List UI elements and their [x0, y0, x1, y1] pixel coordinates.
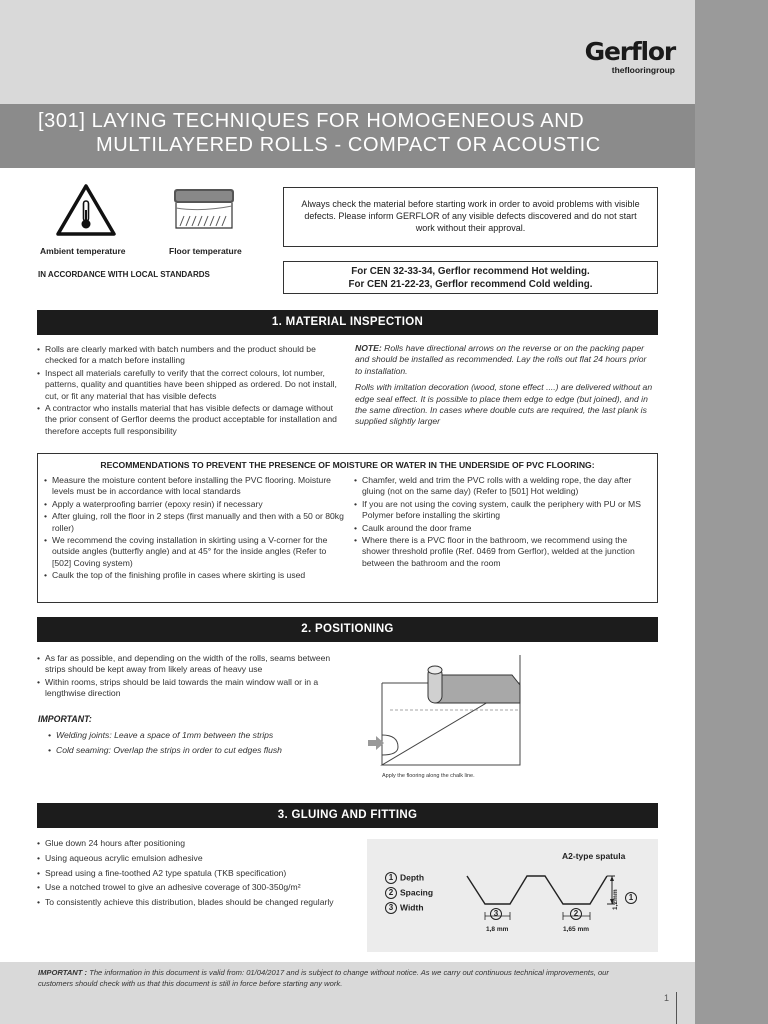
legend-number: 2	[570, 908, 582, 920]
list-item: • Glue down 24 hours after positioning	[37, 838, 337, 849]
list-item: • If you are not using the coving system, caulk the periphery with PU or MS Polymer before installing the skirting	[354, 499, 652, 522]
check-material-notice	[283, 187, 658, 247]
standards-note: IN ACCORDANCE WITH LOCAL STANDARDS	[38, 270, 210, 279]
important-label: IMPORTANT:	[38, 714, 92, 724]
list-item: • Measure the moisture content before installing the PVC flooring. Moisture levels must be in accordance with local standards	[44, 475, 344, 498]
legend-label: Spacing	[400, 887, 434, 898]
list-item: • Using aqueous acrylic emulsion adhesive	[37, 853, 337, 864]
list-item: • Spread using a fine-toothed A2 type spatula (TKB specification)	[37, 868, 337, 879]
legend-number: 2	[385, 887, 397, 899]
footer-label: IMPORTANT :	[38, 968, 88, 977]
legend-label: Width	[400, 902, 424, 913]
legend-spacing	[385, 887, 433, 899]
list-item: • To consistently achieve this distribution, blades should be changed regularly	[37, 897, 337, 908]
check-material-text: Always check the material before starting work in order to avoid problems with visible defects. Please inform GERFLOR of any visible defects discovered and do not start work without their approval.	[301, 199, 640, 233]
footer-disclaimer	[38, 968, 638, 989]
list-item: • Within rooms, strips should be laid towards the main window wall or in a lengthwise direction	[37, 677, 342, 700]
list-item: • Caulk around the door frame	[354, 523, 652, 534]
list-item: • Caulk the top of the finishing profile in cases where skirting is used	[44, 570, 344, 581]
legend-number: 1	[625, 892, 637, 904]
legend-depth	[385, 872, 424, 884]
list-item: • We recommend the coving installation in skirting using a V-corner for the outside angles (butterfly angle) and at 45° for the inside angles (Refer to [502] Coving system)	[44, 535, 344, 569]
arrow-right-icon	[368, 736, 384, 755]
floor-roll-icon	[172, 188, 236, 239]
dim-width-label: 1,8 mm	[486, 926, 509, 933]
footer-body: The information in this document is valid from: 01/04/2017 and is subject to change without notice. As we carry out continuous technical improvements, our customers should check with us that this document is still in force before starting any work.	[38, 968, 609, 988]
section-material-inspection: 1. MATERIAL INSPECTION	[37, 310, 658, 335]
legend-number: 3	[385, 902, 397, 914]
list-item: • Chamfer, weld and trim the PVC rolls with a welding rope, the day after gluing (not on the same day) (Refer to [501] Hot welding)	[354, 475, 652, 498]
note-text-decoration: Rolls with imitation decoration (wood, stone effect ....) are delivered without an edge seal effect. It is possible to place them edge to edge (but joined), and in the same direction. In cases where double cuts are required, the last plank is supplied slightly larger	[355, 382, 653, 427]
dim-depth-label: 1,2mm	[612, 889, 619, 910]
welding-hot-text: For CEN 32-33-34, Gerflor recommend Hot welding.	[351, 266, 590, 277]
note-text: Rolls have directional arrows on the reverse or on the packing paper and should be installed as recommended. Lay the rolls out flat 24 hours prior to installation.	[355, 343, 647, 376]
list-item: • Welding joints: Leave a space of 1mm between the strips	[48, 728, 282, 743]
note-label: NOTE:	[355, 343, 382, 353]
section-positioning: 2. POSITIONING	[37, 617, 658, 642]
positioning-diagram	[380, 655, 660, 775]
list-item: • Cold seaming: Overlap the strips in order to cut edges flush	[48, 743, 282, 758]
inspection-note	[355, 343, 655, 433]
recommendations-right-list	[354, 475, 652, 570]
list-item: • Where there is a PVC floor in the bathroom, we recommend using the shower threshold profile (Ref. 0469 from Gerflor), welded at the junction between the bathroom and the room	[354, 535, 652, 569]
dim-marker-depth	[625, 892, 640, 904]
positioning-list	[37, 653, 342, 701]
list-item: • After gluing, roll the floor in 2 steps (first manually and then with a 50 or 80kg roller)	[44, 511, 344, 534]
recommendations-left-list	[44, 475, 344, 583]
list-item: • As far as possible, and depending on the width of the rolls, seams between strips should be kept away from likely areas of heavy use	[37, 653, 342, 676]
legend-number: 1	[385, 872, 397, 884]
welding-cold-text: For CEN 21-22-23, Gerflor recommend Cold welding.	[348, 279, 593, 290]
dim-marker-spacing	[570, 908, 585, 920]
dim-spacing-label: 1,65 mm	[563, 926, 590, 933]
section-gluing-fitting: 3. GLUING AND FITTING	[37, 803, 658, 828]
legend-width	[385, 902, 424, 914]
logo-wordmark: Gerflor	[584, 37, 675, 66]
right-margin-strip	[695, 0, 768, 1024]
legend-label: Depth	[400, 872, 425, 883]
recommendations-title: RECOMMENDATIONS TO PREVENT THE PRESENCE OF MOISTURE OR WATER IN THE UNDERSIDE OF PVC FLOORING:	[100, 460, 595, 470]
page-divider	[676, 992, 677, 1024]
list-item: • A contractor who installs material that has visible defects or damage without the prior consent of Gerflor deems the product acceptable for installation and therefore accepts full responsibility	[37, 403, 342, 437]
diagram-caption: Apply the flooring along the chalk line.	[382, 773, 475, 779]
welding-notice	[283, 261, 658, 294]
material-inspection-list	[37, 344, 342, 438]
gerflor-logo	[565, 38, 675, 75]
floor-temperature-label: Floor temperature	[169, 246, 242, 256]
gluing-list	[37, 838, 337, 909]
list-item: • Use a notched trowel to give an adhesive coverage of 300-350g/m²	[37, 882, 337, 893]
list-item: • Inspect all materials carefully to verify that the correct colours, lot number, patterns, quality and quantities have been shipped as ordered. Do not install, cut, or fit any material that has visible defects	[37, 368, 342, 402]
ambient-temperature-label: Ambient temperature	[40, 246, 126, 256]
page-number: 1	[664, 993, 670, 1003]
list-item: • Apply a waterproofing barrier (epoxy resin) if necessary	[44, 499, 344, 510]
list-item: • Rolls are clearly marked with batch numbers and the product should be checked for a match before installing	[37, 344, 342, 367]
legend-number: 3	[490, 908, 502, 920]
important-list	[48, 728, 282, 758]
page-title-line2: MULTILAYERED ROLLS - COMPACT OR ACOUSTIC	[96, 134, 601, 156]
spatula-title: A2-type spatula	[562, 851, 626, 861]
dim-marker-width	[490, 908, 505, 920]
thermometer-warning-icon	[55, 183, 117, 242]
page-title-line1: [301] LAYING TECHNIQUES FOR HOMOGENEOUS AND	[38, 110, 585, 132]
logo-tagline: theflooringroup	[611, 65, 675, 75]
